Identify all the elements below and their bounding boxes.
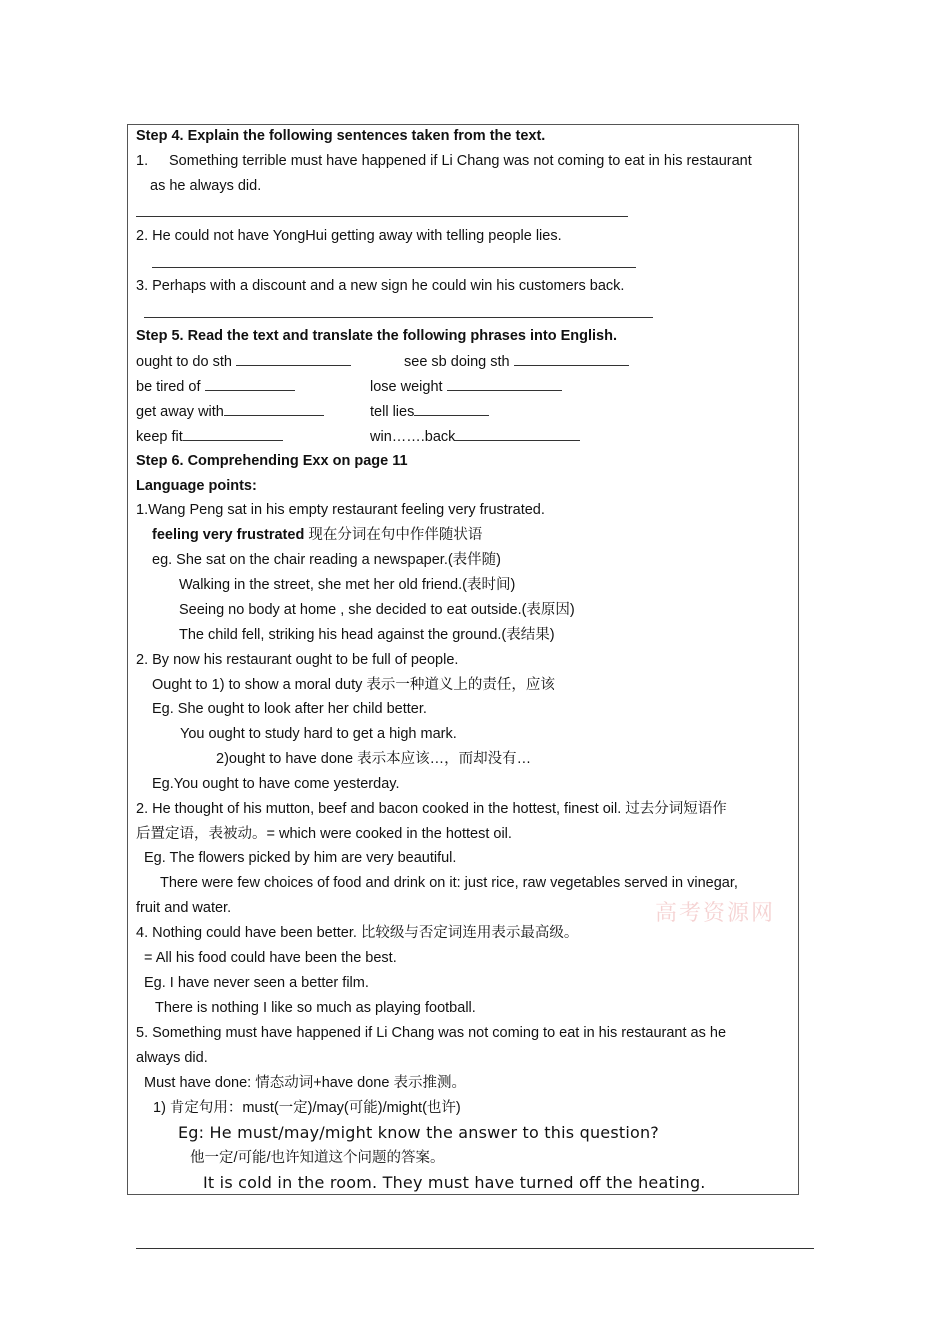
phrase-text: see sb doing sth (404, 354, 510, 370)
phrase-item (136, 426, 283, 447)
phrase-blank (183, 426, 283, 441)
lp-point1-note (152, 525, 482, 545)
lp-point2-example2: You ought to study hard to get a high mark. (180, 726, 457, 742)
step5-heading: Step 5. Read the text and translate the following phrases into English. (136, 328, 617, 344)
step4-sentence1-line2: as he always did. (150, 178, 262, 194)
phrase-text: ought to do sth (136, 354, 232, 370)
lp-point5-line2: always did. (136, 1050, 208, 1066)
lp-point2-usage1: Ought to 1) to show a moral duty 表示一种道义上的责任，应该 (152, 677, 555, 693)
step6-heading: Step 6. Comprehending Exx on page 11 (136, 453, 408, 469)
lp-point5-example2: It is cold in the room. They must have turned off the heating. (203, 1173, 706, 1192)
lp-point4-note: = All his food could have been the best. (144, 950, 397, 966)
lp-point5-example1: Eg: He must/may/might know the answer to this question? (178, 1123, 659, 1142)
phrase-blank (514, 351, 629, 366)
step4-heading: Step 4. Explain the following sentences taken from the text. (136, 128, 546, 144)
phrase-blank (224, 401, 324, 416)
phrase-item (404, 351, 629, 372)
lp-point1-example3: Seeing no body at home , she decided to eat outside.(表原因) (179, 602, 575, 618)
language-points-heading: Language points: (136, 478, 257, 494)
lp-point2-example1: Eg. She ought to look after her child better. (152, 701, 427, 717)
phrase-text: win…….back (370, 429, 456, 445)
lp-point1-example1: eg. She sat on the chair reading a newspaper.(表伴随) (152, 552, 501, 568)
lp-point5-usage: Must have done: 情态动词+have done 表示推测。 (144, 1075, 466, 1091)
lp-point3-line2: 后置定语，表被动。= which were cooked in the hottest oil. (136, 826, 512, 842)
phrase-item (370, 401, 489, 422)
phrase-item (136, 376, 295, 397)
phrase-item (370, 426, 580, 447)
lp-point2: 2. By now his restaurant ought to be full of people. (136, 652, 459, 668)
step4-sentence2: 2. He could not have YongHui getting away with telling people lies. (136, 228, 562, 244)
lp-point3-example1: Eg. The flowers picked by him are very beautiful. (144, 850, 457, 866)
phrase-text: tell lies (370, 404, 415, 420)
lp-point3-example2-line1: There were few choices of food and drink on it: just rice, raw vegetables served in vinegar, (160, 875, 738, 891)
step4-sentence3: 3. Perhaps with a discount and a new sign he could win his customers back. (136, 278, 625, 294)
phrase-item (136, 351, 351, 372)
step4-sentence1-line1: Something terrible must have happened if Li Chang was not coming to eat in his restaurant (169, 153, 752, 169)
phrase-blank (455, 426, 580, 441)
phrase-item (370, 376, 562, 397)
phrase-text: lose weight (370, 379, 443, 395)
lp-point1: 1.Wang Peng sat in his empty restaurant feeling very frustrated. (136, 502, 545, 518)
footer-rule (136, 1248, 814, 1249)
lp-point4-example1: Eg. I have never seen a better film. (144, 975, 369, 991)
lp-point2-example3: Eg.You ought to have come yesterday. (152, 776, 400, 792)
answer-line-1 (136, 216, 628, 217)
phrase-blank (414, 401, 489, 416)
lp-point4-example2: There is nothing I like so much as playing football. (155, 1000, 476, 1016)
phrase-blank (205, 376, 295, 391)
answer-line-3 (144, 317, 653, 318)
watermark-stamp: 高考资源网 (655, 901, 776, 926)
lp-point1-bold: feeling very frustrated (152, 527, 305, 543)
phrase-text: get away with (136, 404, 224, 420)
lp-point1-example4: The child fell, striking his head against the ground.(表结果) (179, 627, 555, 643)
lp-point4: 4. Nothing could have been better. 比较级与否定词连用表示最高级。 (136, 925, 579, 941)
lp-point5-line1: 5. Something must have happened if Li Chang was not coming to eat in his restaurant as he (136, 1025, 727, 1041)
lp-point3-example2-line2: fruit and water. (136, 900, 232, 916)
lp-point3-line1: 2. He thought of his mutton, beef and bacon cooked in the hottest, finest oil. 过去分词短语作 (136, 801, 727, 817)
step4-sentence1-number: 1. (136, 153, 149, 169)
phrase-text: keep fit (136, 429, 183, 445)
phrase-blank (447, 376, 562, 391)
phrase-text: be tired of (136, 379, 201, 395)
lp-point2-usage2: 2)ought to have done 表示本应该…，而却没有… (216, 751, 532, 767)
phrase-item (136, 401, 324, 422)
lp-point5-example1-translation: 他一定/可能/也许知道这个问题的答案。 (190, 1150, 445, 1166)
lp-point1-example2: Walking in the street, she met her old friend.(表时间) (179, 577, 516, 593)
answer-line-2 (152, 267, 636, 268)
lp-point1-note-text: 现在分词在句中作伴随状语 (304, 527, 483, 543)
lp-point5-affirmative: 1) 肯定句用：must(一定)/may(可能)/might(也许) (153, 1100, 461, 1116)
phrase-blank (236, 351, 351, 366)
